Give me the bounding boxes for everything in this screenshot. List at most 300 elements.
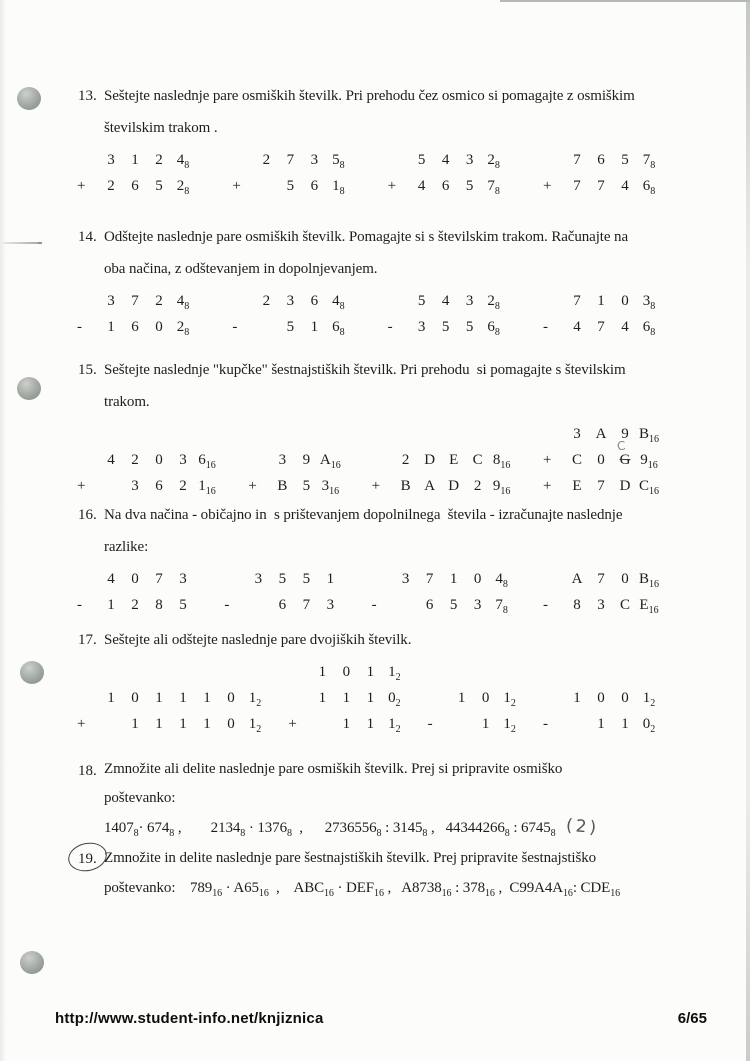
math-column bbox=[543, 566, 661, 618]
math-cell: 6 bbox=[131, 178, 139, 194]
math-cell: 4 bbox=[417, 178, 426, 194]
math-cell: 7 bbox=[597, 178, 605, 194]
math-row bbox=[428, 685, 522, 711]
math-cell: 5 bbox=[179, 597, 187, 613]
math-row bbox=[543, 173, 661, 199]
exercise bbox=[78, 499, 718, 618]
math-row bbox=[232, 288, 350, 314]
math-operator: - bbox=[427, 716, 433, 732]
math-cell: 1 bbox=[131, 152, 139, 168]
math-cell: 4 bbox=[441, 152, 450, 168]
math-row bbox=[248, 447, 342, 473]
footer-page-number: 6/65 bbox=[677, 1010, 707, 1027]
math-cell: 1 bbox=[179, 716, 187, 732]
math-operator: + bbox=[387, 178, 397, 194]
math-cell: $1_2$ bbox=[388, 716, 401, 735]
exercise-number: 18. bbox=[78, 763, 97, 779]
math-cell: 6 bbox=[425, 597, 434, 613]
math-cell: 1 bbox=[318, 690, 327, 706]
pencil-arrow-mark bbox=[0, 242, 42, 244]
math-cell: 4 bbox=[573, 319, 581, 335]
math-cell: 2 bbox=[262, 152, 271, 168]
math-cell: 6 bbox=[310, 293, 319, 309]
math-cell: 6 bbox=[155, 478, 163, 494]
math-row bbox=[543, 592, 661, 618]
math-cell: 3 bbox=[417, 319, 426, 335]
math-cell: 0 bbox=[227, 690, 235, 706]
math-cell: 0 bbox=[155, 319, 163, 335]
math-column bbox=[248, 447, 342, 499]
math-cell: $6_8$ bbox=[332, 319, 345, 338]
math-cell: 0 bbox=[621, 690, 629, 706]
exercise-line: razlike: bbox=[104, 539, 149, 555]
math-cell: 6 bbox=[597, 152, 605, 168]
exercise-number: 16. bbox=[78, 507, 97, 523]
math-cell: 3 bbox=[310, 152, 319, 168]
exercise-number: 13. bbox=[78, 88, 97, 104]
math-operator: - bbox=[542, 319, 548, 335]
math-cell: $A_{16}$ bbox=[319, 452, 341, 471]
math-operator: - bbox=[371, 597, 377, 613]
math-cell: C bbox=[571, 452, 582, 468]
math-cell: $4_8$ bbox=[332, 293, 345, 312]
exercise-line: Seštejte naslednje "kupčke" šestnajstiških številk. Pri prehodu si pomagajte s številskim bbox=[104, 362, 626, 378]
exercise-line: trakom. bbox=[104, 394, 150, 410]
math-cell: 1 bbox=[366, 716, 375, 732]
scan-top-line bbox=[500, 0, 750, 2]
math-cell: $4_8$ bbox=[495, 571, 508, 590]
exercise-line: Odštejte naslednje pare osmiških številk. Pomagajte si s številskim trakom. Računajte na bbox=[104, 229, 629, 245]
exercise-line: $1407_8\cdot 674_8$ , $2134_8 \cdot 1376_8$ , $2736556_8$ : $3145_8$ , $44344266_8$ : $6745_8$ (2) bbox=[104, 813, 718, 843]
math-operator: + bbox=[232, 178, 241, 194]
exercise-line: Seštejte ali odštejte naslednje pare dvojiških številk. bbox=[104, 632, 412, 648]
math-column bbox=[543, 421, 661, 499]
math-cell: 5 bbox=[441, 319, 450, 335]
hole-punch-icon bbox=[17, 87, 41, 110]
math-cell: 1 bbox=[597, 293, 605, 309]
math-cell: $6_8$ bbox=[487, 319, 500, 338]
math-row bbox=[77, 711, 267, 737]
math-row bbox=[543, 473, 661, 499]
math-cell: 1 bbox=[366, 664, 375, 680]
handwritten-note: (2) bbox=[564, 815, 600, 839]
math-cell: 2 bbox=[262, 293, 271, 309]
math-row bbox=[388, 288, 506, 314]
math-cell: $1_2$ bbox=[642, 690, 656, 709]
math-cell bbox=[310, 711, 334, 737]
math-cell: 4 bbox=[621, 319, 629, 335]
math-cell: $0_2$ bbox=[388, 690, 401, 709]
hole-punch-icon bbox=[20, 661, 44, 684]
math-cell: 0 bbox=[227, 716, 235, 732]
math-cell: 0 bbox=[131, 690, 139, 706]
math-cell: 7 bbox=[597, 571, 605, 587]
math-cell: 3 bbox=[473, 597, 482, 613]
math-cell: 1 bbox=[449, 571, 458, 587]
math-row bbox=[77, 685, 267, 711]
math-row bbox=[543, 288, 661, 314]
math-column bbox=[232, 147, 350, 199]
exercise bbox=[78, 221, 718, 340]
math-operator: + bbox=[288, 716, 297, 732]
math-operator bbox=[248, 447, 270, 473]
math-cell: B bbox=[400, 478, 411, 494]
math-problems bbox=[77, 421, 661, 499]
math-cell: 3 bbox=[179, 452, 187, 468]
math-cell: 7 bbox=[597, 319, 605, 335]
math-cell: 2 bbox=[473, 478, 482, 494]
math-cell: $3_{16}$ bbox=[321, 478, 340, 497]
math-cell: 7 bbox=[286, 152, 295, 168]
math-row bbox=[232, 173, 350, 199]
math-operator bbox=[388, 147, 410, 173]
math-row bbox=[77, 447, 219, 473]
math-cell: $C_{16}$ bbox=[638, 478, 659, 497]
math-cell: $1_{16}$ bbox=[198, 478, 216, 497]
math-cell: 3 bbox=[465, 152, 474, 168]
math-cell: 2 bbox=[107, 178, 115, 194]
math-operator: + bbox=[542, 178, 552, 194]
math-cell bbox=[99, 711, 123, 737]
math-cell: $2_8$ bbox=[487, 293, 500, 312]
math-cell: 0 bbox=[597, 690, 605, 706]
exercise-body bbox=[77, 499, 718, 618]
math-cell: $2_8$ bbox=[176, 178, 190, 197]
math-cell: 1 bbox=[621, 716, 629, 732]
math-cell: $2_8$ bbox=[487, 152, 500, 171]
math-cell bbox=[254, 314, 278, 340]
math-operator bbox=[224, 566, 246, 592]
math-cell: $4_8$ bbox=[176, 293, 190, 312]
math-column bbox=[372, 447, 514, 499]
math-cell: 1 bbox=[573, 690, 581, 706]
math-cell: 1 bbox=[310, 319, 319, 335]
math-cell: $5_8$ bbox=[332, 152, 345, 171]
math-cell: 6 bbox=[278, 597, 287, 613]
math-problems bbox=[77, 288, 661, 340]
math-column bbox=[543, 288, 661, 340]
math-cell: $8_{16}$ bbox=[492, 452, 511, 471]
math-cell: 2 bbox=[179, 478, 187, 494]
exercise-number: 15. bbox=[78, 362, 97, 378]
math-cell: 6 bbox=[131, 319, 139, 335]
math-cell: 9 bbox=[621, 426, 629, 442]
math-cell: 3 bbox=[465, 293, 474, 309]
math-column bbox=[224, 566, 342, 618]
math-cell: C bbox=[619, 597, 630, 613]
math-cell: 0 bbox=[131, 571, 139, 587]
exercise-number: 17. bbox=[78, 632, 97, 648]
math-cell: 8 bbox=[155, 597, 163, 613]
math-row bbox=[288, 659, 406, 685]
math-cell: 7 bbox=[597, 478, 605, 494]
math-cell: $3_8$ bbox=[642, 293, 656, 312]
math-cell: 7 bbox=[155, 571, 163, 587]
math-cell: 1 bbox=[203, 690, 211, 706]
math-operator: - bbox=[232, 319, 238, 335]
math-cell: 3 bbox=[326, 597, 335, 613]
math-cell: 6 bbox=[310, 178, 319, 194]
exercise-line: številskim trakom . bbox=[104, 120, 218, 136]
math-row bbox=[224, 592, 342, 618]
math-operator bbox=[288, 659, 310, 685]
math-row bbox=[388, 173, 506, 199]
math-cell: 7 bbox=[302, 597, 311, 613]
math-operator: + bbox=[77, 716, 86, 732]
exercise bbox=[78, 354, 718, 499]
math-cell: 1 bbox=[107, 597, 115, 613]
exercise-line: Seštejte naslednje pare osmiških številk. Pri prehodu čez osmico si pomagajte z osmiškim bbox=[104, 88, 635, 104]
exercise-number: 19. bbox=[78, 843, 104, 903]
math-row bbox=[388, 147, 506, 173]
math-cell: 1 bbox=[326, 571, 335, 587]
math-operator bbox=[372, 566, 394, 592]
math-operator: + bbox=[542, 452, 552, 468]
exercise-line: Zmnožite ali delite naslednje pare osmiških številk. Prej si pripravite osmiško bbox=[104, 761, 563, 777]
math-cell: 5 bbox=[417, 152, 426, 168]
math-column bbox=[543, 685, 661, 737]
math-problems bbox=[77, 659, 661, 737]
math-cell: 0 bbox=[481, 690, 490, 706]
math-row bbox=[388, 314, 506, 340]
math-operator: + bbox=[248, 478, 257, 494]
math-operator: - bbox=[542, 716, 548, 732]
math-cell: D bbox=[424, 452, 436, 468]
math-operator bbox=[388, 288, 410, 314]
math-cell: 7 bbox=[573, 152, 581, 168]
math-cell: $0_2$ bbox=[642, 716, 656, 735]
math-operator bbox=[543, 147, 565, 173]
math-cell: 5 bbox=[417, 293, 426, 309]
exercise-line: oba načina, z odštevanjem in dopolnjevanjem. bbox=[104, 261, 378, 277]
math-cell: 2 bbox=[401, 452, 410, 468]
math-cell: 2 bbox=[155, 152, 163, 168]
math-operator bbox=[543, 566, 565, 592]
math-row bbox=[288, 711, 406, 737]
math-cell bbox=[394, 592, 418, 618]
math-operator: + bbox=[542, 478, 552, 494]
math-cell: $6_8$ bbox=[642, 178, 656, 197]
math-cell: 1 bbox=[131, 716, 139, 732]
math-row bbox=[77, 473, 219, 499]
math-operator: + bbox=[77, 178, 86, 194]
math-cell: $4_8$ bbox=[176, 152, 190, 171]
math-row bbox=[232, 147, 350, 173]
math-row bbox=[288, 685, 406, 711]
scan-left-edge bbox=[0, 0, 6, 1061]
math-cell: 1 bbox=[457, 690, 466, 706]
handwritten-correction: C bbox=[616, 438, 627, 454]
math-cell: 5 bbox=[302, 571, 311, 587]
math-operator: + bbox=[77, 478, 86, 494]
math-operator bbox=[372, 447, 394, 473]
math-cell: 5 bbox=[286, 319, 295, 335]
math-cell: 0 bbox=[473, 571, 482, 587]
math-row bbox=[543, 147, 661, 173]
math-cell: $7_8$ bbox=[495, 597, 508, 616]
math-cell: 4 bbox=[441, 293, 450, 309]
math-row bbox=[372, 473, 514, 499]
math-row bbox=[543, 685, 661, 711]
math-cell bbox=[450, 711, 474, 737]
math-cell: 6 bbox=[441, 178, 450, 194]
math-column bbox=[288, 659, 406, 737]
math-cell: 3 bbox=[179, 571, 187, 587]
math-cell: 5 bbox=[286, 178, 295, 194]
math-cell bbox=[565, 711, 589, 737]
math-cell: $6_{16}$ bbox=[198, 452, 216, 471]
math-cell: 1 bbox=[203, 716, 211, 732]
math-cell bbox=[99, 473, 123, 499]
hole-punch-icon bbox=[17, 377, 41, 400]
hole-punch-icon bbox=[20, 951, 44, 974]
math-cell: E bbox=[572, 478, 582, 494]
math-cell: 3 bbox=[401, 571, 410, 587]
math-cell: $6_8$ bbox=[642, 319, 656, 338]
math-row bbox=[372, 592, 514, 618]
exercise-body bbox=[104, 755, 718, 843]
math-operator bbox=[288, 685, 310, 711]
math-row bbox=[224, 566, 342, 592]
exercise bbox=[78, 843, 718, 903]
math-cell: $1_2$ bbox=[248, 716, 262, 735]
math-cell: 1 bbox=[481, 716, 490, 732]
math-cell: $7_8$ bbox=[487, 178, 500, 197]
math-cell: $1_2$ bbox=[388, 664, 401, 683]
math-operator bbox=[428, 685, 450, 711]
math-cell: 3 bbox=[278, 452, 287, 468]
math-cell: E bbox=[449, 452, 459, 468]
exercise-line: poštevanko: bbox=[104, 790, 176, 806]
math-cell: 5 bbox=[278, 571, 287, 587]
math-cell: 3 bbox=[573, 426, 581, 442]
exercise-line: Na dva načina - običajno in s prištevanjem dopolnilnega števila - izračunajte naslednje bbox=[104, 507, 623, 523]
math-operator: - bbox=[77, 597, 82, 613]
math-cell: 9 bbox=[302, 452, 311, 468]
math-cell: 5 bbox=[465, 178, 474, 194]
math-cell: 3 bbox=[131, 478, 139, 494]
math-cell: 3 bbox=[286, 293, 295, 309]
exercise bbox=[78, 624, 718, 737]
math-row bbox=[232, 314, 350, 340]
math-cell: 1 bbox=[318, 664, 327, 680]
math-column bbox=[428, 685, 522, 737]
math-row bbox=[543, 711, 661, 737]
math-cell: 7 bbox=[425, 571, 434, 587]
math-cell: $7_8$ bbox=[642, 152, 656, 171]
exercise-line: poštevanko: $789_{16} \cdot A65_{16}$ , $ABC_{16} \cdot DEF_{16}$ , $A8738_{16}$ : $378_{16}$ , $C99A4A_{16}$: $CDE_{16}$ bbox=[104, 880, 621, 899]
math-cell: 5 bbox=[449, 597, 458, 613]
math-cell bbox=[246, 592, 270, 618]
math-operator bbox=[543, 685, 565, 711]
math-column bbox=[543, 147, 661, 199]
math-cell: 7 bbox=[573, 178, 581, 194]
math-row bbox=[372, 447, 514, 473]
math-cell: 8 bbox=[573, 597, 581, 613]
math-cell: 3 bbox=[107, 293, 115, 309]
math-row bbox=[248, 473, 342, 499]
math-row bbox=[542, 438, 661, 473]
math-row bbox=[543, 314, 661, 340]
math-cell: $1_2$ bbox=[503, 716, 516, 735]
math-cell: 1 bbox=[107, 690, 115, 706]
exercise bbox=[78, 80, 718, 199]
math-column bbox=[388, 288, 506, 340]
math-row bbox=[372, 566, 514, 592]
math-cell: 5 bbox=[621, 152, 629, 168]
math-cell: A bbox=[571, 571, 583, 587]
math-cell: $B_{16}$ bbox=[638, 426, 659, 445]
math-cell: A bbox=[424, 478, 436, 494]
math-operator bbox=[232, 288, 254, 314]
exercise bbox=[78, 755, 718, 843]
math-column bbox=[388, 147, 506, 199]
math-operator: + bbox=[371, 478, 381, 494]
math-cell: A bbox=[595, 426, 607, 442]
math-cell: 3 bbox=[254, 571, 263, 587]
math-operator: - bbox=[387, 319, 393, 335]
math-operator bbox=[543, 288, 565, 314]
math-cell: 5 bbox=[465, 319, 474, 335]
math-row bbox=[543, 421, 661, 447]
math-cell: 1 bbox=[366, 690, 375, 706]
math-cell: 3 bbox=[107, 152, 115, 168]
math-cell: $1_8$ bbox=[332, 178, 345, 197]
math-operator: - bbox=[542, 597, 548, 613]
footer-url: http://www.student-info.net/knjiznica bbox=[55, 1010, 324, 1027]
math-cell: D bbox=[448, 478, 460, 494]
math-cell: 4 bbox=[621, 178, 629, 194]
math-cell: 7 bbox=[131, 293, 139, 309]
math-cell: 1 bbox=[342, 716, 351, 732]
math-cell: 0 bbox=[597, 452, 605, 468]
math-column bbox=[372, 566, 514, 618]
exercise-number: 14. bbox=[78, 229, 97, 245]
math-cell: 7 bbox=[573, 293, 581, 309]
math-cell: $E_{16}$ bbox=[639, 597, 659, 616]
math-cell: 0 bbox=[155, 452, 163, 468]
math-cell: 0 bbox=[342, 664, 351, 680]
math-cell: 2 bbox=[155, 293, 163, 309]
exercise-list bbox=[78, 80, 718, 903]
math-cell: 0 bbox=[621, 571, 629, 587]
math-cell: $1_2$ bbox=[248, 690, 262, 709]
math-row bbox=[543, 566, 661, 592]
math-column bbox=[77, 685, 267, 737]
math-cell: B bbox=[277, 478, 288, 494]
math-cell: 2 bbox=[131, 597, 139, 613]
math-cell: G C bbox=[613, 447, 637, 473]
math-cell: 4 bbox=[107, 571, 115, 587]
math-operator: - bbox=[77, 319, 82, 335]
math-cell: 1 bbox=[107, 319, 115, 335]
math-cell: 1 bbox=[155, 716, 163, 732]
math-cell: 1 bbox=[597, 716, 605, 732]
math-problems bbox=[77, 147, 661, 199]
math-cell: 4 bbox=[107, 452, 115, 468]
math-cell: 5 bbox=[302, 478, 311, 494]
exercise-line: Zmnožite in delite naslednje pare šestnajstiških številk. Prej pripravite šestnajstiško bbox=[104, 850, 597, 866]
math-cell bbox=[254, 173, 278, 199]
scan-right-edge bbox=[746, 0, 750, 1061]
math-column bbox=[232, 288, 350, 340]
math-row bbox=[428, 711, 522, 737]
math-problems bbox=[77, 566, 661, 618]
math-cell: 3 bbox=[597, 597, 605, 613]
math-cell: $1_2$ bbox=[503, 690, 516, 709]
math-cell: $2_8$ bbox=[176, 319, 190, 338]
math-operator: - bbox=[224, 597, 230, 613]
